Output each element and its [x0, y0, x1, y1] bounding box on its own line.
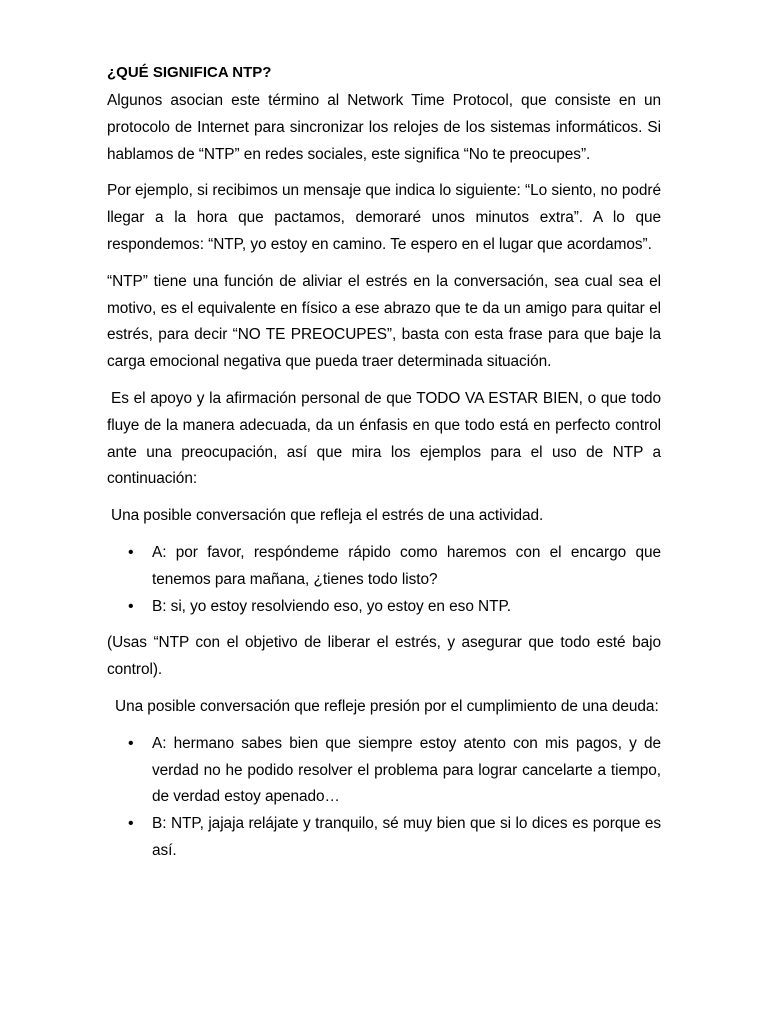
list-item-text: B: NTP, jajaja relájate y tranquilo, sé muy bien que si lo dices es porque es así.: [152, 815, 661, 859]
list-item-text: A: por favor, respóndeme rápido como haremos con el encargo que tenemos para mañana, ¿tienes todo listo?: [152, 543, 661, 588]
bullet-icon: •: [128, 597, 134, 615]
bullet-icon: •: [128, 543, 134, 561]
list-item: [128, 540, 661, 594]
example2-intro: Una posible conversación que refleje presión por el cumplimiento de una deuda:: [115, 697, 659, 715]
bullet-icon: •: [128, 815, 134, 833]
document-page: [107, 62, 661, 875]
example1-note: (Usas “NTP con el objetivo de liberar el estrés, y asegurar que todo esté bajo control).: [107, 634, 661, 679]
list-item: [128, 731, 661, 811]
list-item-text: B: si, yo estoy resolviendo eso, yo estoy en eso NTP.: [152, 597, 511, 615]
example1-list: [107, 540, 661, 620]
list-item: [128, 594, 661, 621]
paragraph-ntp-function: “NTP” tiene una función de aliviar el estrés en la conversación, sea cual sea el motivo, es el equivalente en físico a ese abrazo que te da un amigo para quitar el estrés, para decir “NO TE PREOCUPES”, basta con esta frase para que baje la carga emocional negativa que pueda traer determinada situación.: [107, 272, 661, 371]
list-item-text: A: hermano sabes bien que siempre estoy atento con mis pagos, y de verdad no he podido resolver el problema para lograr cancelarte a tiempo, de verdad estoy apenado…: [152, 734, 661, 806]
document-title: ¿QUÉ SIGNIFICA NTP?: [107, 64, 272, 81]
paragraph-example-message: Por ejemplo, si recibimos un mensaje que indica lo siguiente: “Lo siento, no podré llegar a la hora que pactamos, demoraré unos minutos extra”. A lo que respondemos: “NTP, yo estoy en camino. Te espero en el lugar que acordamos”.: [107, 182, 661, 253]
example1-intro: Una posible conversación que refleja el estrés de una actividad.: [111, 507, 544, 525]
example2-list: [107, 731, 661, 865]
bullet-icon: •: [128, 734, 134, 752]
paragraph-ntp-definition: Algunos asocian este término al Network Time Protocol, que consiste en un protocolo de Internet para sincronizar los relojes de los sistemas informáticos. Si hablamos de “NTP” en redes sociales, este significa “No te preocupes”.: [107, 92, 661, 163]
list-item: [128, 811, 661, 865]
paragraph-ntp-support: Es el apoyo y la afirmación personal de que TODO VA ESTAR BIEN, o que todo fluye de la manera adecuada, da un énfasis en que todo está en perfecto control ante una preocupación, así que mira los ejemplos para el uso de NTP a continuación:: [107, 389, 661, 488]
